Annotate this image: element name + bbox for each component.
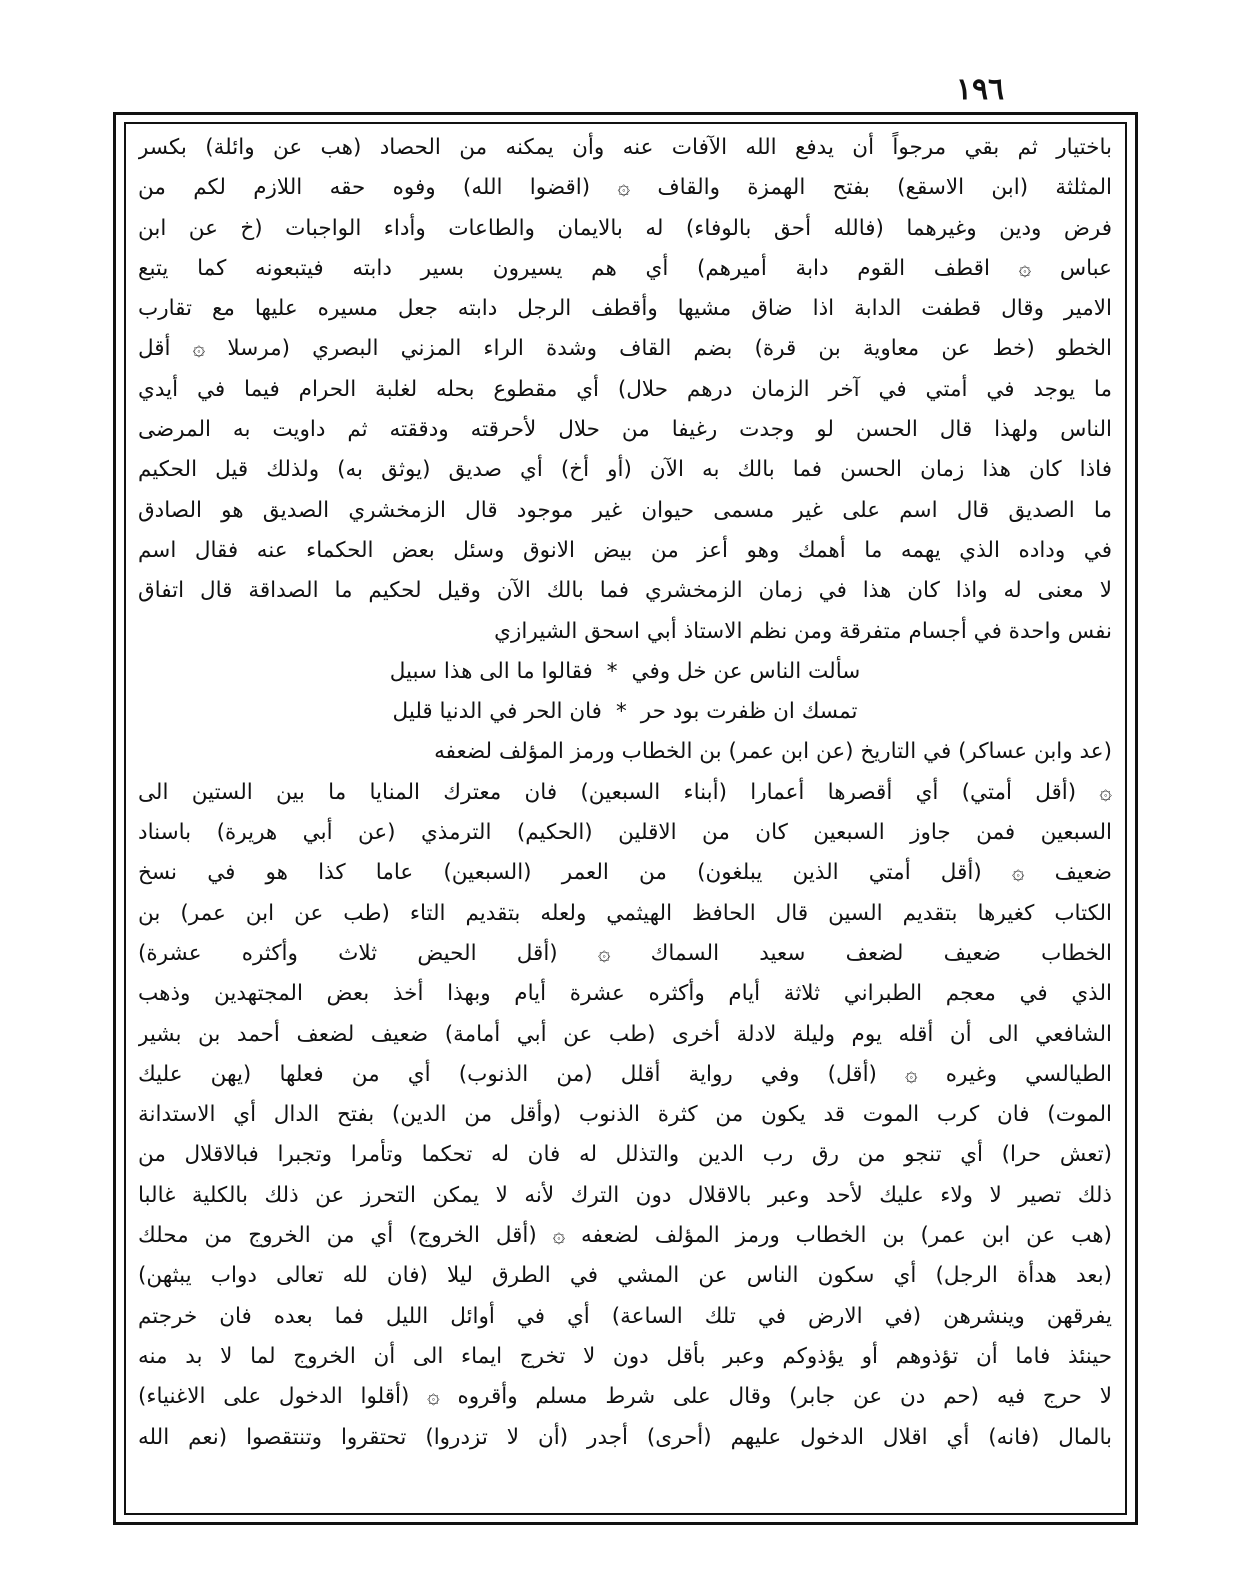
text-line: فاذا كان هذا زمان الحسن فما بالك به الآن (أو أخ) أي صديق (يوثق به) ولذلك قيل الحكيم [138, 457, 1112, 483]
text-line: ۞ (أقل أمتي) أي أقصرها أعمارا (أبناء السبعين) فان معترك المنايا ما بين الستين الى [138, 779, 1112, 805]
text-line: ضعيف ۞ (أقل أمتي الذين يبلغون) من العمر (السبعين) عاما كذا هو في نسخ [138, 860, 1112, 886]
text-line: الشافعي الى أن أقله يوم وليلة لادلة أخرى (طب عن أبي أمامة) ضعيف لضعف أحمد بن بشير [138, 1021, 1112, 1047]
text-line: في وداده الذي يهمه ما أهمك وهو أعز من بيض الانوق وسئل بعض الحكماء عنه فقال اسم [138, 537, 1112, 563]
verse-first-hemistich: سألت الناس عن خل وفي [631, 658, 861, 684]
text-line: الذي في معجم الطبراني ثلاثة أيام وأكثره عشرة أيام وبهذا أخذ بعض المجتهدين وذهب [138, 981, 1112, 1007]
verse-second-hemistich: فقالوا ما الى هذا سبيل [389, 658, 593, 684]
page-number: ١٩٦ [955, 72, 1005, 107]
text-line: الامير وقال قطفت الدابة اذا ضاق مشيها وأقطف الرجل دابته جعل مسيره عليها مع تقارب [138, 296, 1112, 322]
text-line: الكتاب كغيرها بتقديم السين قال الحافظ الهيثمي ولعله بتقديم التاء (طب عن ابن عمر) بن [138, 900, 1112, 926]
verse-separator: * [606, 658, 618, 684]
text-line: ذلك تصير لا ولاء عليك لأحد وعبر بالاقلال دون الترك لأنه لا يمكن التحرز عن ذلك بالكلية غالبا [138, 1182, 1112, 1208]
text-line: نفس واحدة في أجسام متفرقة ومن نظم الاستاذ أبي اسحق الشيرازي [494, 618, 1112, 644]
text-line: فرض ودين وغيرهما (فالله أحق بالوفاء) له بالايمان والطاعات وأداء الواجبات (خ عن ابن [138, 215, 1112, 241]
verse-line [138, 652, 1112, 692]
verse-second-hemistich: فان الحر في الدنيا قليل [392, 699, 602, 725]
text-line: السبعين فمن جاوز السبعين كان من الاقلين (الحكيم) الترمذي (عن أبي هريرة) باسناد [138, 820, 1112, 846]
verse-separator: * [615, 699, 627, 725]
text-line: (بعد هدأة الرجل) أي سكون الناس عن المشي في الطرق ليلا (فان لله تعالى دواب يبثهن) [138, 1263, 1112, 1289]
text-line: الناس ولهذا قال الحسن لو وجدت رغيفا من حلال لأحرقته ودققته ثم داويت به المرضى [138, 417, 1112, 443]
text-line: الخطو (خط عن معاوية بن قرة) بضم القاف وشدة الراء المزني البصري (مرسلا ۞ أقل [138, 336, 1112, 362]
text-line: باختيار ثم بقي مرجواً أن يدفع الله الآفات عنه وأن يمكنه من الحصاد (هب عن وائلة) بكسر [138, 135, 1112, 160]
text-line: بالمال (فانه) أي اقلال الدخول عليهم (أحرى) أجدر (أن لا تزدروا) تحتقروا وتنتقصوا (نعم الله [138, 1424, 1112, 1450]
verse-first-hemistich: تمسك ان ظفرت بود حر [640, 699, 858, 725]
text-line: الطيالسي وغيره ۞ (أقل) وفي رواية أقلل (من الذنوب) أي من فعلها (يهن عليك [138, 1061, 1112, 1087]
verse-line [138, 692, 1112, 732]
text-line: يفرقهن وينشرهن (في الارض في تلك الساعة) أي في أوائل الليل فما بعده فان خرجتم [138, 1303, 1112, 1329]
text-block [138, 128, 1112, 1506]
text-line: لا حرج فيه (حم دن عن جابر) وقال على شرط مسلم وأقروه ۞ (أقلوا الدخول على الاغنياء) [138, 1384, 1112, 1410]
text-line: عباس ۞ اقطف القوم دابة أميرهم) أي هم يسيرون بسير دابته فيتبعونه كما يتبع [138, 255, 1112, 281]
text-line: الخطاب ضعيف لضعف سعيد السماك ۞ (أقل الحيض ثلاث وأكثره عشرة) [138, 940, 1112, 966]
text-line: (هب عن ابن عمر) بن الخطاب ورمز المؤلف لضعفه ۞ (أقل الخروج) أي من الخروج من محلك [138, 1223, 1112, 1249]
text-line: الموت) فان كرب الموت قد يكون من كثرة الذنوب (وأقل من الدين) بفتح الدال أي الاستدانة [138, 1102, 1112, 1128]
text-line: لا معنى له واذا كان هذا في زمان الزمخشري فما بالك الآن وقيل لحكيم ما الصداقة قال اتفاق [138, 578, 1112, 604]
text-line: ما يوجد في أمتي في آخر الزمان درهم حلال) أي مقطوع بحله لغلبة الحرام فيما في أيدي [138, 376, 1112, 402]
text-line: ما الصديق قال اسم على غير مسمى حيوان غير موجود قال الزمخشري الصديق هو الصادق [138, 497, 1112, 523]
text-line: المثلثة (ابن الاسقع) بفتح الهمزة والقاف ۞ (اقضوا الله) وفوه حقه اللازم لكم من [138, 175, 1112, 201]
text-line: حينئذ فاما أن تؤذوهم أو يؤذوكم وعبر بأقل دون لا تخرج ايماء الى أن الخروج لما لا بد منه [138, 1343, 1112, 1369]
text-line: (تعش حرا) أي تنجو من رق رب الدين والتذلل له فان له تحكما وتأمرا وتجبرا فبالاقلال من [138, 1142, 1112, 1168]
text-line: (عد وابن عساكر) في التاريخ (عن ابن عمر) بن الخطاب ورمز المؤلف لضعفه [434, 739, 1112, 765]
